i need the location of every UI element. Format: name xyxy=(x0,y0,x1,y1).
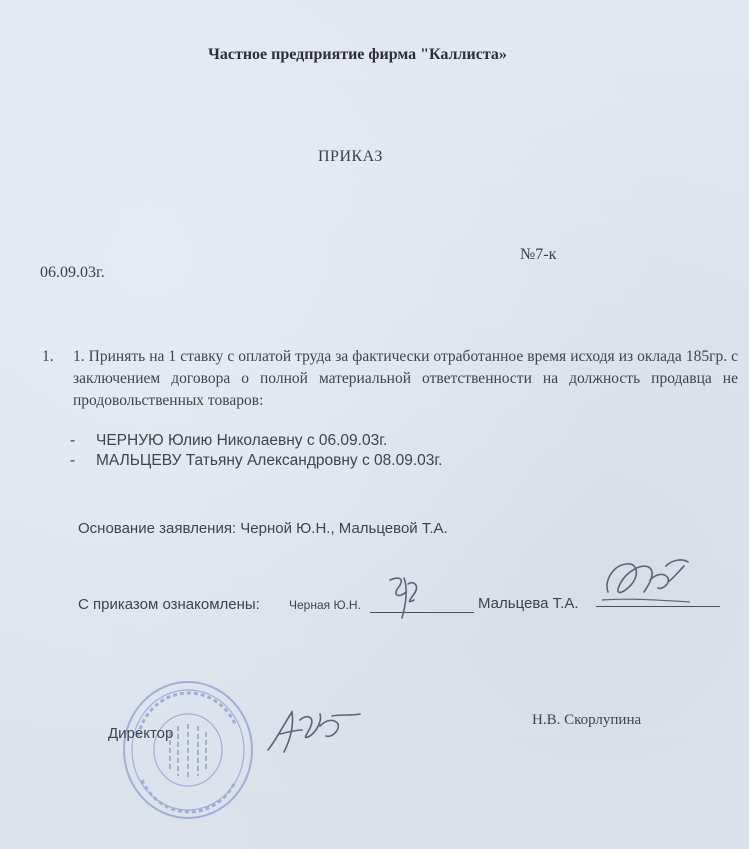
signer-2-name: Мальцева Т.А. xyxy=(478,595,579,612)
director-label: Директор xyxy=(108,725,174,742)
document-title: ПРИКАЗ xyxy=(318,148,383,165)
signer-1-name: Черная Ю.Н. xyxy=(289,598,361,612)
round-stamp-image xyxy=(118,676,258,824)
employee-bullet: - xyxy=(70,432,76,449)
director-signature-image xyxy=(262,700,362,760)
employee-line-1 xyxy=(70,432,387,450)
signature-2-image xyxy=(598,552,694,610)
order-number: №7-к xyxy=(520,246,557,263)
basis-text: Основание заявления: Черной Ю.Н., Мальцевой Т.А. xyxy=(78,520,448,537)
employee-text: ЧЕРНУЮ Юлию Николаевну с 06.09.03г. xyxy=(96,432,388,449)
director-name: Н.В. Скорлупина xyxy=(532,712,642,728)
employee-line-2 xyxy=(70,452,442,470)
employee-bullet: - xyxy=(70,452,76,469)
order-item-number: 1. xyxy=(42,348,54,365)
company-name: Частное предприятие фирма "Каллиста» xyxy=(208,46,507,63)
acknowledgement-label: С приказом ознакомлены: xyxy=(78,596,260,613)
order-item-text: 1. Принять на 1 ставку с оплатой труда за фактически отработанное время исходя из оклада 185гр. с заключением договора о полной материальной ответственности на должность продавца не продовольственных товаров: xyxy=(73,348,738,409)
employee-text: МАЛЬЦЕВУ Татьяну Александровну с 08.09.03г. xyxy=(96,452,443,469)
signature-1-image xyxy=(384,574,434,622)
order-date: 06.09.03г. xyxy=(40,264,105,281)
